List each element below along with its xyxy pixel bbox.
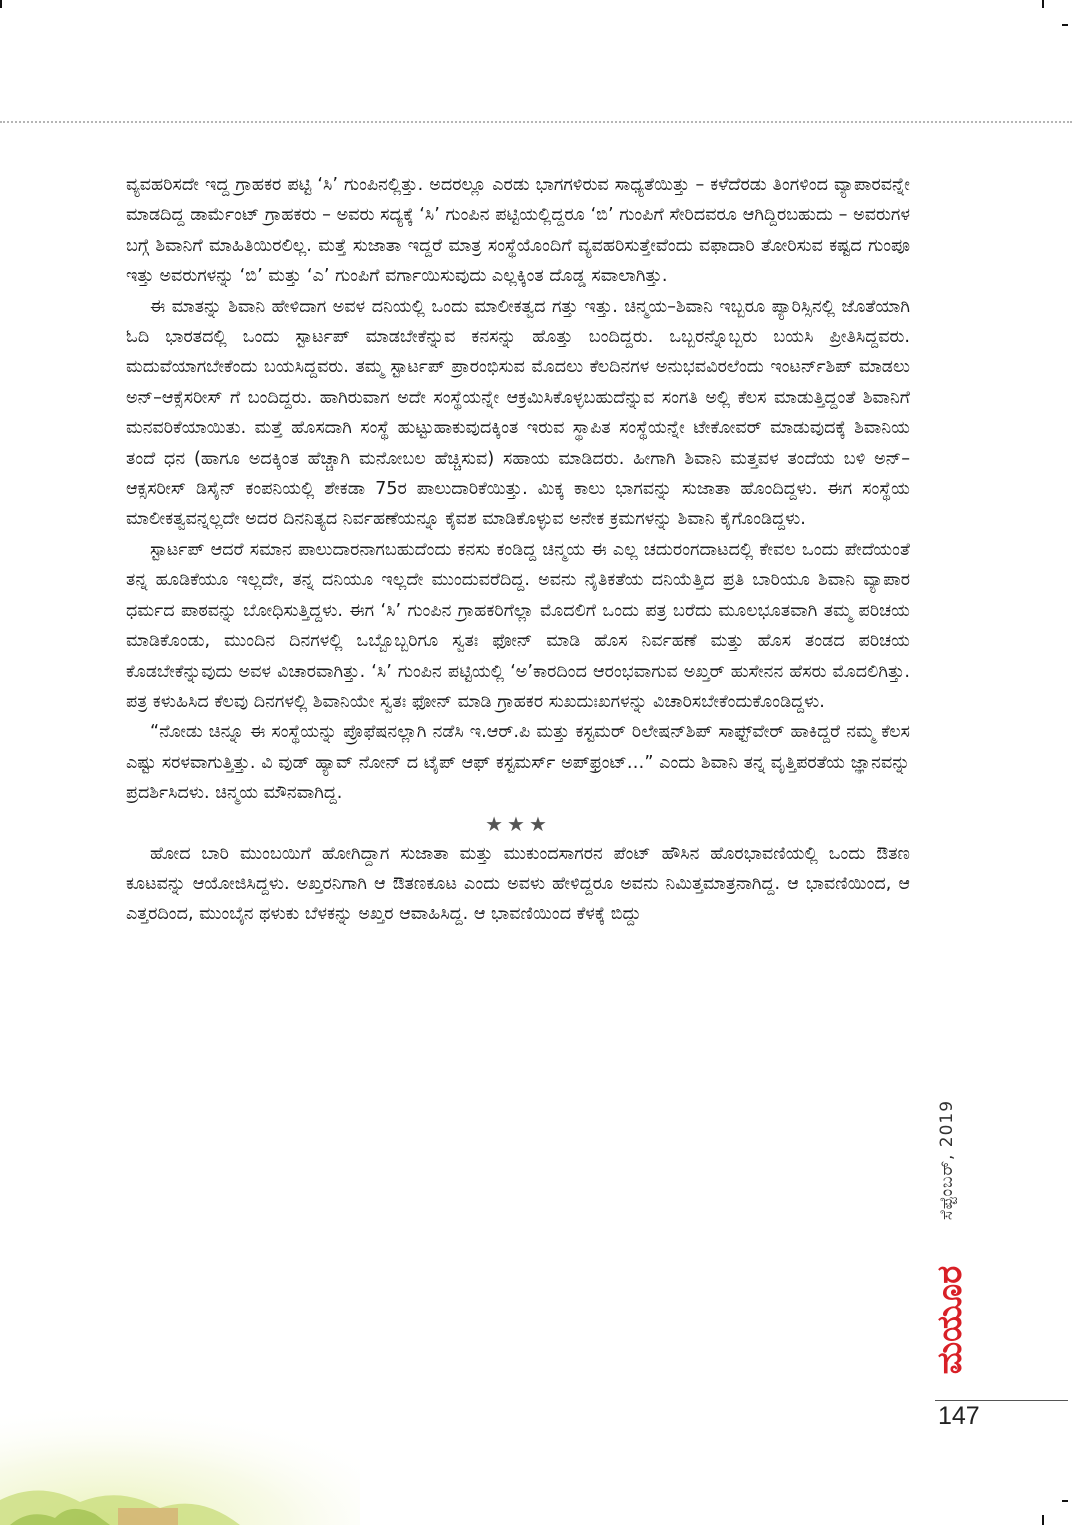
magazine-name: ಮಯೂರ	[930, 1265, 970, 1375]
crop-mark-right-top	[1062, 24, 1068, 26]
paragraph: ವ್ಯವಹರಿಸದೇ ಇದ್ದ ಗ್ರಾಹಕರ ಪಟ್ಟಿ ‘ಸಿ’ ಗುಂಪಿನಲ್ಲಿತ್ತು. ಅದರಲ್ಲೂ ಎರಡು ಭಾಗಗಳಿರುವ ಸಾಧ್ಯತೆಯಿತ್ತು – ಕಳೆದೆರಡು ತಿಂಗಳಿಂದ ವ್ಯಾಪಾರವನ್ನೇ ಮಾಡದಿದ್ದ ಡಾರ್ಮೆಂಟ್ ಗ್ರಾಹಕರು – ಅವರು ಸದ್ಯಕ್ಕೆ ‘ಸಿ’ ಗುಂಪಿನ ಪಟ್ಟಿಯಲ್ಲಿದ್ದರೂ ‘ಬಿ’ ಗುಂಪಿಗೆ ಸೇರಿದವರೂ ಆಗಿದ್ದಿರಬಹುದು – ಅವರುಗಳ ಬಗ್ಗೆ ಶಿವಾನಿಗೆ ಮಾಹಿತಿಯಿರಲಿಲ್ಲ. ಮತ್ತೆ ಸುಜಾತಾ ಇದ್ದರೆ ಮಾತ್ರ ಸಂಸ್ಥೆಯೊಂದಿಗೆ ವ್ಯವಹರಿಸುತ್ತೇವೆಂದು ವಫಾದಾರಿ ತೋರಿಸುವ ಕಷ್ಟದ ಗುಂಪೂ ಇತ್ತು ಅವರುಗಳನ್ನು ‘ಬಿ’ ಮತ್ತು ‘ಎ’ ಗುಂಪಿಗೆ ವರ್ಗಾಯಿಸುವುದು ಎಲ್ಲಕ್ಕಿಂತ ದೊಡ್ಡ ಸವಾಲಾಗಿತ್ತು.	[126, 175, 910, 287]
crop-mark-top-right	[1042, 0, 1044, 8]
crop-mark-bottom-right	[1042, 1515, 1044, 1525]
decorative-corner-illustration	[0, 1390, 360, 1525]
paragraph: ಹೋದ ಬಾರಿ ಮುಂಬಯಿಗೆ ಹೋಗಿದ್ದಾಗ ಸುಜಾತಾ ಮತ್ತು ಮುಕುಂದಸಾಗರನ ಪೆಂಟ್ ಹೌಸಿನ ಹೊರಭಾವಣಿಯಲ್ಲಿ ಒಂದು ಔತಣ ಕೂಟವನ್ನು ಆಯೋಜಿಸಿದ್ದಳು. ಅಖ್ತರನಿಗಾಗಿ ಆ ಔತಣಕೂಟ ಎಂದು ಅವಳು ಹೇಳಿದ್ದರೂ ಅವನು ನಿಮಿತ್ತಮಾತ್ರನಾಗಿದ್ದ. ಆ ಭಾವಣಿಯಿಂದ, ಆ ಎತ್ತರದಿಂದ, ಮುಂಬೈನ ಥಳುಕು ಬೆಳಕನ್ನು ಅಖ್ತರ ಆವಾಹಿಸಿದ್ದ. ಆ ಭಾವಣಿಯಿಂದ ಕೆಳಕ್ಕೆ ಬಿದ್ದು	[126, 843, 910, 925]
paragraph: ಸ್ಟಾರ್ಟಪ್ ಆದರೆ ಸಮಾನ ಪಾಲುದಾರನಾಗಬಹುದೆಂದು ಕನಸು ಕಂಡಿದ್ದ ಚಿನ್ಮಯ ಈ ಎಲ್ಲ ಚದುರಂಗದಾಟದಲ್ಲಿ ಕೇವಲ ಒಂದು ಪೇದೆಯಂತೆ ತನ್ನ ಹೂಡಿಕೆಯೂ ಇಲ್ಲದೇ, ತನ್ನ ದನಿಯೂ ಇಲ್ಲದೇ ಮುಂದುವರೆದಿದ್ದ. ಅವನು ನೈತಿಕತೆಯ ದನಿಯೆತ್ತಿದ ಪ್ರತಿ ಬಾರಿಯೂ ಶಿವಾನಿ ವ್ಯಾಪಾರ ಧರ್ಮದ ಪಾಠವನ್ನು ಬೋಧಿಸುತ್ತಿದ್ದಳು. ಈಗ ‘ಸಿ’ ಗುಂಪಿನ ಗ್ರಾಹಕರಿಗೆಲ್ಲಾ ಮೊದಲಿಗೆ ಒಂದು ಪತ್ರ ಬರೆದು ಮೂಲಭೂತವಾಗಿ ತಮ್ಮ ಪರಿಚಯ ಮಾಡಿಕೊಂಡು, ಮುಂದಿನ ದಿನಗಳಲ್ಲಿ ಒಬ್ಬೊಬ್ಬರಿಗೂ ಸ್ವತಃ ಫೋನ್ ಮಾಡಿ ಹೊಸ ನಿರ್ವಹಣೆ ಮತ್ತು ಹೊಸ ತಂಡದ ಪರಿಚಯ ಕೊಡಬೇಕೆನ್ನುವುದು ಅವಳ ವಿಚಾರವಾಗಿತ್ತು. ‘ಸಿ’ ಗುಂಪಿನ ಪಟ್ಟಿಯಲ್ಲಿ ‘ಅ’ಕಾರದಿಂದ ಆರಂಭವಾಗುವ ಅಖ್ತರ್ ಹುಸೇನನ ಹೆಸರು ಮೊದಲಿಗಿತ್ತು. ಪತ್ರ ಕಳುಹಿಸಿದ ಕೆಲವು ದಿನಗಳಲ್ಲಿ ಶಿವಾನಿಯೇ ಸ್ವತಃ ಫೋನ್ ಮಾಡಿ ಗ್ರಾಹಕರ ಸುಖದುಃಖಗಳನ್ನು ವಿಚಾರಿಸಬೇಕೆಂದುಕೊಂಡಿದ್ದಳು.	[126, 539, 910, 712]
crop-mark-right-bottom	[1062, 1500, 1068, 1502]
paragraph: “ನೋಡು ಚಿನ್ನೂ ಈ ಸಂಸ್ಥೆಯನ್ನು ಪ್ರೊಫೆಷನಲ್ಲಾಗಿ ನಡೆಸಿ ಇ.ಆರ್.ಪಿ ಮತ್ತು ಕಸ್ಟಮರ್ ರಿಲೇಷನ್‌ಶಿಪ್ ಸಾಫ್ಟ್‌ವೇರ್ ಹಾಕಿದ್ದರೆ ನಮ್ಮ ಕೆಲಸ ಎಷ್ಟು ಸರಳವಾಗುತ್ತಿತ್ತು. ವಿ ವುಡ್ ಹ್ಯಾವ್ ನೋನ್ ದ ಟೈಪ್ ಆಫ್ ಕಸ್ಟಮರ್ಸ್ ಅಪ್‌ಫ್ರಂಟ್…” ಎಂದು ಶಿವಾನಿ ತನ್ನ ವೃತ್ತಿಪರತೆಯ ಜ್ಞಾನವನ್ನು ಪ್ರದರ್ಶಿಸಿದಳು. ಚಿನ್ಮಯ ಮೌನವಾಗಿದ್ದ.	[126, 722, 910, 804]
magazine-logo	[928, 1245, 972, 1395]
issue-date	[928, 1085, 966, 1235]
paragraph: ಈ ಮಾತನ್ನು ಶಿವಾನಿ ಹೇಳಿದಾಗ ಅವಳ ದನಿಯಲ್ಲಿ ಒಂದು ಮಾಲೀಕತ್ವದ ಗತ್ತು ಇತ್ತು. ಚಿನ್ಮಯ–ಶಿವಾನಿ ಇಬ್ಬರೂ ಪ್ಯಾರಿಸ್ಸಿನಲ್ಲಿ ಜೊತೆಯಾಗಿ ಓದಿ ಭಾರತದಲ್ಲಿ ಒಂದು ಸ್ಟಾರ್ಟಪ್ ಮಾಡಬೇಕೆನ್ನುವ ಕನಸನ್ನು ಹೊತ್ತು ಬಂದಿದ್ದರು. ಒಬ್ಬರನ್ನೊಬ್ಬರು ಬಯಸಿ ಪ್ರೀತಿಸಿದ್ದವರು. ಮದುವೆಯಾಗಬೇಕೆಂದು ಬಯಸಿದ್ದವರು. ತಮ್ಮ ಸ್ಟಾರ್ಟಪ್ ಪ್ರಾರಂಭಿಸುವ ಮೊದಲು ಕೆಲದಿನಗಳ ಅನುಭವವಿರಲೆಂದು ಇಂಟರ್ನ್‌ಶಿಪ್ ಮಾಡಲು ಅನ್–ಆಕ್ಸೆಸರೀಸ್ ಗೆ ಬಂದಿದ್ದರು. ಹಾಗಿರುವಾಗ ಅದೇ ಸಂಸ್ಥೆಯನ್ನೇ ಆಕ್ರಮಿಸಿಕೊಳ್ಳಬಹುದೆನ್ನುವ ಸಂಗತಿ ಅಲ್ಲಿ ಕೆಲಸ ಮಾಡುತ್ತಿದ್ದಂತೆ ಶಿವಾನಿಗೆ ಮನವರಿಕೆಯಾಯಿತು. ಮತ್ತೆ ಹೊಸದಾಗಿ ಸಂಸ್ಥೆ ಹುಟ್ಟುಹಾಕುವುದಕ್ಕಿಂತ ಇರುವ ಸ್ಥಾಪಿತ ಸಂಸ್ಥೆಯನ್ನೇ ಟೇಕೋವರ್ ಮಾಡುವುದಕ್ಕೆ ಶಿವಾನಿಯ ತಂದೆ ಧನ (ಹಾಗೂ ಅದಕ್ಕಿಂತ ಹೆಚ್ಚಾಗಿ ಮನೋಬಲ ಹೆಚ್ಚಿಸುವ) ಸಹಾಯ ಮಾಡಿದರು. ಹೀಗಾಗಿ ಶಿವಾನಿ ಮತ್ತವಳ ತಂದೆಯ ಬಳಿ ಅನ್–ಆಕ್ಸಸರೀಸ್ ಡಿಸೈನ್ ಕಂಪನಿಯಲ್ಲಿ ಶೇಕಡಾ 75ರ ಪಾಲುದಾರಿಕೆಯಿತ್ತು. ಮಿಕ್ಕ ಕಾಲು ಭಾಗವನ್ನು ಸುಜಾತಾ ಹೊಂದಿದ್ದಳು. ಈಗ ಸಂಸ್ಥೆಯ ಮಾಲೀಕತ್ವವನ್ನಲ್ಲದೇ ಅದರ ದಿನನಿತ್ಯದ ನಿರ್ವಹಣೆಯನ್ನೂ ಕೈವಶ ಮಾಡಿಕೊಳ್ಳುವ ಅನೇಕ ಕ್ರಮಗಳನ್ನು ಶಿವಾನಿ ಕೈಗೊಂಡಿದ್ದಳು.	[126, 296, 910, 530]
issue-date-text: ಸೆಪ್ಟೆಂಬರ್, 2019	[937, 1099, 957, 1221]
header-dotted-rule	[0, 121, 1072, 123]
page-number-rule	[935, 1400, 1068, 1401]
crop-mark-top-left	[0, 0, 2, 8]
article-body	[126, 170, 910, 930]
page-number: 147	[938, 1402, 980, 1430]
section-separator: ★★★	[485, 811, 551, 836]
